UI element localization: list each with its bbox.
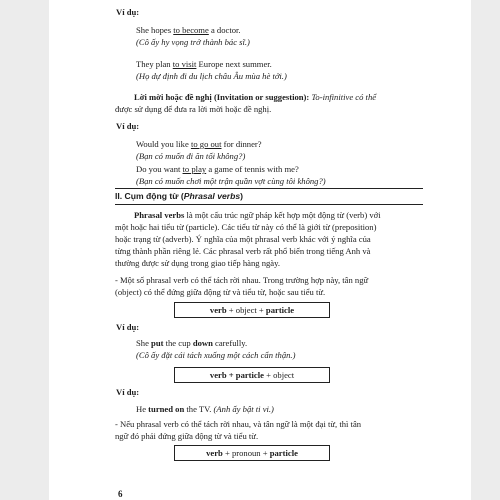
example-sentence: Would you like to go out for dinner? xyxy=(136,139,262,149)
section-heading: II. Cụm động từ (Phrasal verbs) xyxy=(115,188,423,205)
page-number: 6 xyxy=(118,489,123,499)
example-translation: (Cô ấy đặt cái tách xuống một cách cẩn thận.) xyxy=(136,350,296,360)
formula-box: verb + object + particle xyxy=(174,302,330,318)
example-label: Ví dụ: xyxy=(116,121,140,131)
invitation-rule: Lời mời hoặc đề nghị (Invitation or suggestion): To-infinitive có thể xyxy=(134,92,377,102)
example-label: Ví dụ: xyxy=(116,387,140,397)
separable-rule: - Một số phrasal verb có thể tách rời nhau. Trong trường hợp này, tân ngữ xyxy=(115,275,369,285)
pronoun-rule: - Nếu phrasal verb có thể tách rời nhau, và tân ngữ là một đại từ, thì tân xyxy=(115,419,362,429)
formula-box: verb + particle + object xyxy=(174,367,330,383)
separable-rule: (object) có thể đứng giữa động từ và tiểu từ, hoặc sau tiểu từ. xyxy=(115,287,326,297)
example-sentence: She put the cup down carefully. xyxy=(136,338,248,348)
intro-line: Phrasal verbs là một cấu trúc ngữ pháp kết hợp một động từ (verb) với xyxy=(134,210,381,220)
pronoun-rule: ngữ đó phải đứng giữa động từ và tiểu từ. xyxy=(115,431,259,441)
example-label: Ví dụ: xyxy=(116,322,140,332)
intro-line: thường được sử dụng trong giao tiếp hàng ngày. xyxy=(115,258,280,268)
intro-line: một hoặc hai tiểu từ (particle). Các tiểu từ này có thể là giới từ (preposition) xyxy=(115,222,377,232)
intro-line: hoặc trạng từ (adverb). Ý nghĩa của một phrasal verb khác với ý nghĩa của xyxy=(115,234,371,244)
intro-line: từng thành phần riêng lẻ. Các phrasal verb rất phổ biến trong tiếng Anh và xyxy=(115,246,371,256)
formula-box: verb + pronoun + particle xyxy=(174,445,330,461)
example-translation: (Họ dự định đi du lịch châu Âu mùa hè tới.) xyxy=(136,71,287,81)
example-sentence: Do you want to play a game of tennis with me? xyxy=(136,164,299,174)
example-sentence: She hopes to become a doctor. xyxy=(136,25,241,35)
example-translation: (Bạn có muốn chơi một trận quần vợt cùng tôi không?) xyxy=(136,176,326,186)
example-label: Ví dụ: xyxy=(116,7,140,17)
invitation-rule-cont: được sử dụng để đưa ra lời mời hoặc đề nghị. xyxy=(115,104,272,114)
example-sentence: He turned on the TV. (Anh ấy bật ti vi.) xyxy=(136,404,274,414)
example-sentence: They plan to visit Europe next summer. xyxy=(136,59,272,69)
example-translation: (Bạn có muốn đi ăn tối không?) xyxy=(136,151,246,161)
example-translation: (Cô ấy hy vọng trở thành bác sĩ.) xyxy=(136,37,250,47)
